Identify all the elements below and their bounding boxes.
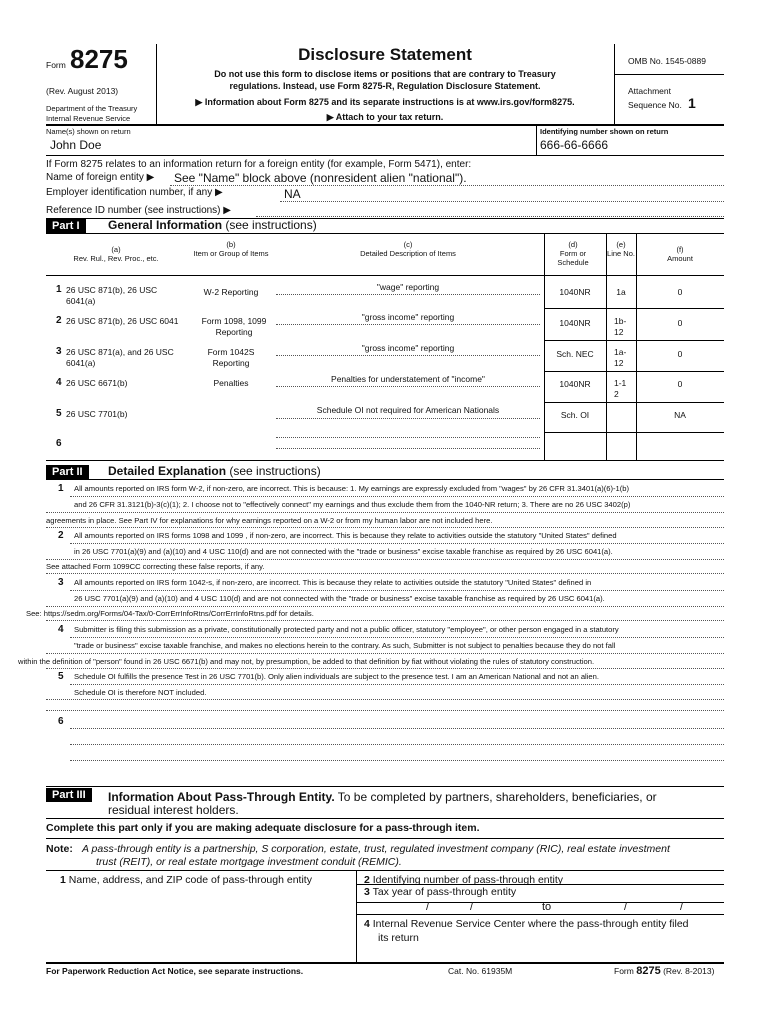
part3-note-rule <box>46 838 724 839</box>
form-word: Form <box>46 60 66 70</box>
sequence-label: Sequence No. <box>628 100 682 110</box>
exp6-rule2 <box>70 744 724 745</box>
line3-top-rule <box>356 902 724 903</box>
tax-year-slash-3: / <box>624 901 628 913</box>
exp1-number: 1 <box>58 483 64 494</box>
exp5-line1[interactable]: Schedule OI fulfills the presence Test in 26 USC 7701(b). Only alien individuals are subject to the presence test. I am an American National and not an alien. <box>74 672 599 681</box>
part1-header-rule <box>46 233 724 234</box>
row1-number: 1 <box>56 284 62 295</box>
col-a-letter: (a) <box>111 245 121 254</box>
exp4-rule2 <box>46 653 724 654</box>
row2-col-b[interactable]: Form 1098, 1099 Reporting <box>201 316 267 337</box>
part2-title-text: Detailed Explanation <box>108 464 227 478</box>
part3-top-rule <box>46 786 724 787</box>
exp4-rule3 <box>46 668 724 669</box>
row1-col-a[interactable]: 26 USC 871(b), 26 USC 6041(a) <box>66 285 158 306</box>
row2-col-f[interactable]: 0 <box>677 318 683 328</box>
reference-id-line <box>256 216 724 217</box>
exp5-line2[interactable]: Schedule OI is therefore NOT included. <box>74 688 207 697</box>
line4-text-a: Internal Revenue Service Center where the pass-through entity filed <box>372 918 689 930</box>
ein-field[interactable]: NA <box>284 187 301 201</box>
omb-divider <box>614 74 724 75</box>
instruction-line-1: Do not use this form to disclose items or positions that are contrary to Treasury <box>214 69 556 79</box>
col-f-text: Amount <box>667 254 693 263</box>
header-divider-right <box>614 44 615 124</box>
attachment-label: Attachment <box>628 86 671 96</box>
row4-col-a[interactable]: 26 USC 6671(b) <box>66 378 128 388</box>
foreign-entity-note: If Form 8275 relates to an information return for a foreign entity (for example, Form 5471), enter: <box>46 159 472 170</box>
col-e-letter: (e) <box>616 240 626 249</box>
exp2-line1[interactable]: All amounts reported on IRS forms 1098 and 1099 , if non-zero, are incorrect. This is because they relate to activities outside the statutory "United States" defined <box>74 531 617 540</box>
row2-col-c[interactable]: "gross income" reporting <box>361 312 455 322</box>
part3-lines-top-rule <box>46 870 724 871</box>
row3-col-b[interactable]: Form 1042S Reporting <box>207 347 255 368</box>
reference-id-label: Reference ID number (see instructions) ▶ <box>46 205 231 216</box>
row1-rule <box>544 308 724 309</box>
col-a-header <box>46 245 186 263</box>
line4-text-b: its return <box>378 932 419 944</box>
col-e-header <box>607 240 635 258</box>
id-divider <box>536 125 537 155</box>
exp6-number: 6 <box>58 716 64 727</box>
row4-col-f[interactable]: 0 <box>677 379 683 389</box>
col-e-left-rule <box>606 233 607 460</box>
row4-col-c[interactable]: Penalties for understatement of "income" <box>331 374 485 384</box>
row2-col-e[interactable]: 1b-12 <box>614 316 627 337</box>
rev-date: (Rev. August 2013) <box>46 86 119 96</box>
header-bottom-rule <box>46 124 724 126</box>
ein-label: Employer identification number, if any ▶ <box>46 187 223 198</box>
passthrough-name-label <box>60 874 312 887</box>
exp1-rule1 <box>70 496 724 497</box>
exp2-number: 2 <box>58 530 64 541</box>
exp3-number: 3 <box>58 577 64 588</box>
part2-top-rule <box>46 460 724 461</box>
part3-title-rest: To be completed by partners, shareholders, beneficiaries, or <box>334 790 657 804</box>
dept-treasury: Department of the Treasury <box>46 104 138 113</box>
exp4-number: 4 <box>58 624 64 635</box>
part3-title-text: Information About Pass-Through Entity. <box>108 790 335 804</box>
part3-title <box>108 790 657 804</box>
row1-col-e[interactable]: 1a <box>616 287 626 297</box>
exp1-line2[interactable]: and 26 CFR 31.3121(b)-3(c)(1); 2. I choose not to "effectively connect" my earnings and thus exclude them from the 1040-NR return; 3. There are no 26 USC 3402(p) <box>74 500 631 509</box>
exp1-line1[interactable]: All amounts reported on IRS form W-2, if non-zero, are incorrect. This is because: 1. My earnings are expressly excluded from "wages" by 26 CFR 31.3401(a)(6)-1(b) <box>74 484 630 493</box>
line4-number: 4 <box>364 918 370 930</box>
row3-rule <box>544 371 724 372</box>
part3-label: Part III <box>46 788 92 802</box>
paperwork-notice: For Paperwork Reduction Act Notice, see separate instructions. <box>46 966 304 976</box>
name-bottom-rule <box>46 155 724 156</box>
foreign-name-field[interactable]: See "Name" block above (nonresident alien "national"). <box>174 171 467 185</box>
row5-rule <box>544 432 724 433</box>
note-label: Note: <box>46 843 73 855</box>
line2-text: Identifying number of pass-through entity <box>372 874 564 886</box>
row3-col-d[interactable]: Sch. NEC <box>556 349 594 359</box>
row1-col-b[interactable]: W-2 Reporting <box>203 287 259 297</box>
form-number: 8275 <box>70 44 128 74</box>
col-a-text: Rev. Rul., Rev. Proc., etc. <box>73 254 159 263</box>
row4-number: 4 <box>56 377 62 388</box>
row5-number: 5 <box>56 408 62 419</box>
footer-rev: (Rev. 8-2013) <box>663 966 715 976</box>
name-field[interactable]: John Doe <box>50 138 102 152</box>
row1-col-d[interactable]: 1040NR <box>559 287 591 297</box>
passthrough-name-field[interactable] <box>46 888 354 960</box>
part2-header-rule <box>46 479 724 480</box>
id-field[interactable]: 666-66-6666 <box>540 138 609 152</box>
exp5-rule1 <box>70 684 724 685</box>
col-b-text: Item or Group of Items <box>193 249 269 258</box>
line1-number: 1 <box>60 874 66 886</box>
foreign-name-line <box>170 185 724 186</box>
line4-top-rule <box>356 914 724 915</box>
row6-number: 6 <box>56 438 62 449</box>
id-label: Identifying number shown on return <box>540 127 669 136</box>
row6-c-dots-2 <box>276 448 540 449</box>
row3-c-dots <box>276 355 540 356</box>
col-b-header <box>192 240 270 258</box>
row4-col-d[interactable]: 1040NR <box>559 379 591 389</box>
footer-rule <box>46 962 724 964</box>
exp1-line3[interactable]: agreements in place. See Part IV for explanations for why earnings reported on a W-2 or from my human labor are not included here. <box>46 516 493 525</box>
col-f-left-rule <box>636 233 637 460</box>
row5-col-f[interactable]: NA <box>674 410 686 420</box>
footer-form-ref <box>614 966 714 977</box>
exp5-rule2 <box>46 699 724 700</box>
col-c-header <box>330 240 486 258</box>
part1-title-text: General Information <box>108 218 223 232</box>
line2-number: 2 <box>364 874 370 886</box>
irs-center-field[interactable] <box>364 946 724 960</box>
exp3-line2[interactable]: 26 USC 7701(a)(9) and (a)(10) and 4 USC 110(d) and are not connected with the "trade or business" excise taxable franchise as required by 26 USC 6041(a). <box>74 594 605 603</box>
row3-col-e[interactable]: 1a-12 <box>614 347 627 368</box>
form-title: Disclosure Statement <box>298 45 472 64</box>
exp6-rule1 <box>70 728 724 729</box>
info-line: ▶ Information about Form 8275 and its separate instructions is at www.irs.gov/form8275. <box>195 97 575 107</box>
col-c-letter: (c) <box>403 240 413 249</box>
footer-form-number: 8275 <box>636 965 661 977</box>
row4-c-dots <box>276 386 540 387</box>
row2-col-d[interactable]: 1040NR <box>559 318 591 328</box>
row6-c-dots-1 <box>276 437 540 438</box>
row4-rule <box>544 402 724 403</box>
cat-number: Cat. No. 61935M <box>448 966 513 976</box>
footer-form-word: Form <box>614 966 634 976</box>
col-d-letter: (d) <box>568 240 578 249</box>
part3-title-line2: residual interest holders. <box>108 803 239 817</box>
row4-col-b[interactable]: Penalties <box>213 378 249 388</box>
name-label: Name(s) shown on return <box>46 127 131 136</box>
exp1-rule2 <box>46 512 724 513</box>
part2-title <box>108 464 321 478</box>
exp5-number: 5 <box>58 671 64 682</box>
omb-number: OMB No. 1545-0889 <box>628 56 706 66</box>
exp3-rule2 <box>46 606 724 607</box>
exp2-rule3 <box>46 573 724 574</box>
ein-line <box>280 201 724 202</box>
col-d-text: Form or Schedule <box>557 249 589 267</box>
line3-text: Tax year of pass-through entity <box>372 886 517 898</box>
attach-line: ▶ Attach to your tax return. <box>326 112 444 122</box>
part3-complete-note: Complete this part only if you are making adequate disclosure for a pass-through item. <box>46 822 480 834</box>
sequence-number: 1 <box>688 95 696 111</box>
row5-col-c[interactable]: Schedule OI not required for American Nationals <box>316 405 500 415</box>
part2-title-suffix: (see instructions) <box>226 464 321 478</box>
exp4-rule1 <box>70 637 724 638</box>
part1-title <box>108 218 317 232</box>
col-f-header <box>642 245 718 263</box>
row1-col-f[interactable]: 0 <box>677 287 683 297</box>
exp2-rule1 <box>70 543 724 544</box>
row2-number: 2 <box>56 315 62 326</box>
exp3-rule1 <box>70 590 724 591</box>
exp4-line1[interactable]: Submitter is filing this submission as a private, constitutionally protected party and not a public officer, statutory "employee", or other person engaged in a statutory <box>74 625 619 634</box>
part1-title-suffix: (see instructions) <box>222 218 317 232</box>
exp2-rule2 <box>46 559 724 560</box>
row5-col-a[interactable]: 26 USC 7701(b) <box>66 409 128 419</box>
exp5-rule3 <box>46 710 724 711</box>
row1-c-dots <box>276 294 540 295</box>
row3-col-c[interactable]: "gross income" reporting <box>361 343 455 353</box>
exp2-line2[interactable]: in 26 USC 7701(a)(9) and (a)(10) and 4 USC 110(d) and are not connected with the "trade or business" excise taxable franchise as required by 26 USC 6041(a). <box>74 547 613 556</box>
part2-label: Part II <box>46 465 89 479</box>
part1-colheader-rule <box>46 275 724 276</box>
exp4-line2[interactable]: "trade or business" excise taxable franchise, and makes no elections herein to the contrary. As such, Submitter is not subject to penalties because they do not fall <box>74 641 616 650</box>
irs-center-label <box>364 918 689 931</box>
tax-year-slash-1: / <box>426 901 430 913</box>
foreign-name-label: Name of foreign entity ▶ <box>46 172 155 183</box>
part1-label: Part I <box>46 219 86 233</box>
tax-year-slash-2: / <box>470 901 474 913</box>
row5-col-d[interactable]: Sch. OI <box>560 410 590 420</box>
part3-header-rule <box>46 818 724 819</box>
col-b-letter: (b) <box>226 240 236 249</box>
row5-c-dots <box>276 418 540 419</box>
note-line-1: A pass-through entity is a partnership, S corporation, estate, trust, regulated investment company (RIC), real estate investment <box>82 843 670 855</box>
exp6-rule3 <box>70 760 724 761</box>
tax-year-to: to <box>542 901 552 913</box>
row4-col-e[interactable]: 1-1 2 <box>614 378 627 399</box>
line1-text: Name, address, and ZIP code of pass-through entity <box>68 874 312 886</box>
instruction-line-2: regulations. Instead, use Form 8275-R, Regulation Disclosure Statement. <box>229 81 541 91</box>
exp3-line1[interactable]: All amounts reported on IRS form 1042-s, if non-zero, are incorrect. This is because they relate to activities outside the statutory "United States" defined in <box>74 578 592 587</box>
col-c-text: Detailed Description of Items <box>360 249 456 258</box>
col-d-header <box>550 240 596 267</box>
col-f-letter: (f) <box>676 245 684 254</box>
row3-number: 3 <box>56 346 62 357</box>
exp4-line3[interactable]: within the definition of "person" found in 26 USC 6671(b) and may not, by presumption, be added to that definition by fiat without violating the rules of statutory construction. <box>18 657 595 666</box>
irs-label: Internal Revenue Service <box>46 114 131 123</box>
tax-year-label <box>364 886 516 899</box>
row3-col-f[interactable]: 0 <box>677 349 683 359</box>
col-d-left-rule <box>544 233 545 460</box>
row2-rule <box>544 340 724 341</box>
row1-col-c[interactable]: "wage" reporting <box>376 282 440 292</box>
line3-number: 3 <box>364 886 370 898</box>
row2-c-dots <box>276 324 540 325</box>
note-line-2: trust (REIT), or real estate mortgage investment conduit (REMIC). <box>96 856 402 868</box>
exp3-line3[interactable]: See: https://sedm.org/Forms/04-Tax/0-CorrErrInfoRtns/CorrErrInfoRtns.pdf for details. <box>26 609 314 618</box>
col-e-text: Line No. <box>607 249 635 258</box>
row2-col-a[interactable]: 26 USC 871(b), 26 USC 6041 <box>66 316 179 326</box>
row3-col-a[interactable]: 26 USC 871(a), and 26 USC 6041(a) <box>66 347 174 368</box>
exp1-rule3 <box>46 527 724 528</box>
exp3-rule3 <box>46 620 724 621</box>
tax-year-slash-4: / <box>680 901 684 913</box>
exp2-line3[interactable]: See attached Form 1099CC correcting these false reports, if any. <box>46 562 265 571</box>
